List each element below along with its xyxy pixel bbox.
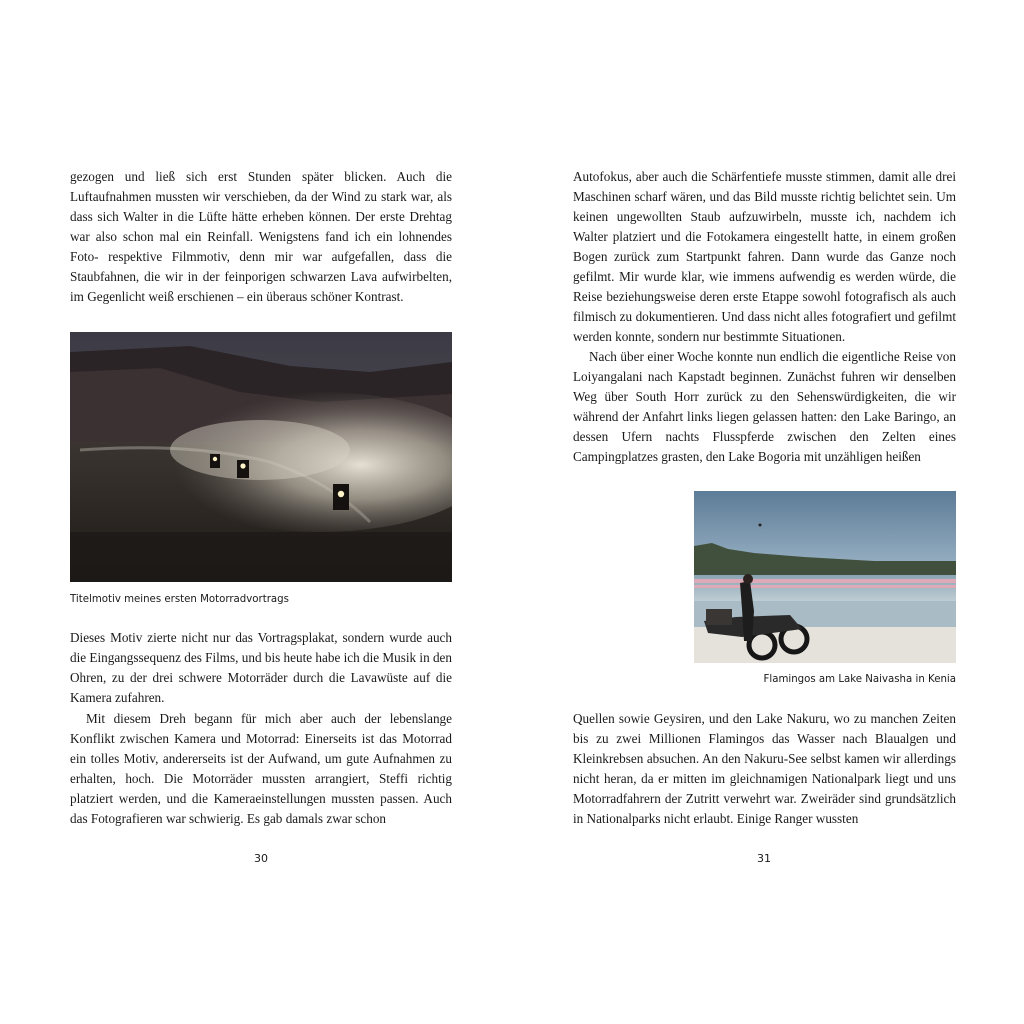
left-paragraph-bottom: Mit diesem Dreh begann für mich aber auch der lebenslange Konflikt zwischen Kamera und Motorrad: Einerseits ist das Motorrad ein tolles Motiv, andererseits ist der Aufwand, um gute Aufnahmen zu erhalten, hoch. Die Motorräder mussten arrangiert, Steffi richtig platziert werden, und die Kameraeinstellungen mussten passen. Auch das Fotografieren war schwierig. Es gab damals zwar schon — [70, 711, 452, 826]
right-paragraph-second: Nach über einer Woche konnte nun endlich die eigentliche Reise von Loiyangalani nach Kapstadt beginnen. Zunächst fuhren wir denselben Weg über South Horr zurück zu den Sehenswürdigkeiten, die wir während der Anfahrt links liegen gelassen hatten: den Lake Baringo, an dessen Ufern nachts Flusspferde zwischen den Zelten eines Campingplatzes grasten, den Lake Bogoria mit unzähligen heißen — [573, 349, 956, 464]
page-number-right: 31 — [757, 852, 771, 865]
motorcycles-lava-dust-photo — [70, 332, 452, 582]
left-photo-caption: Titelmotiv meines ersten Motorradvortrags — [70, 594, 289, 605]
right-paragraph-bottom: Quellen sowie Geysiren, und den Lake Nakuru, wo zu manchen Zeiten bis zu zwei Millionen Flamingos das Wasser nach Blaualgen und Kleinkrebsen absuchen. An den Nakuru-See selbst kamen wir allerdings nicht heran, da er mitten im gleichnamigen Nationalpark liegt und uns Motorradfahrern der Zutritt verwehrt war. Zweiräder sind grundsätzlich in Nationalparks nicht erlaubt. Einige Ranger wussten — [573, 711, 956, 826]
left-paragraph-middle: Dieses Motiv zierte nicht nur das Vortragsplakat, sondern wurde auch die Eingangssequenz des Films, und bis heute habe ich die Musik in den Ohren, zu der drei schwere Motorräder durch die Lavawüste auf die Kamera zufahren. — [70, 630, 453, 705]
page-number-left: 30 — [254, 852, 268, 865]
flamingo-lake-motorcycle-photo — [694, 491, 956, 663]
left-paragraph-top: gezogen und ließ sich erst Stunden später blicken. Auch die Luftaufnahmen mussten wir verschieben, da der Wind zu stark war, als dass sich Walter in die Lüfte hätte erheben können. Der erste Drehtag war also schon mal ein Reinfall. Wenigstens fand ich ein lohnendes Foto- respektive Filmmotiv, denn mir war aufgefallen, dass die Staubfahnen, die wir in der feinporigen schwarzen Lava aufwirbelten, im Gegenlicht weiß erschienen – ein überaus schöner Kontrast. — [70, 169, 452, 304]
right-photo-caption: Flamingos am Lake Naivasha in Kenia — [763, 674, 956, 685]
right-paragraph-top: Autofokus, aber auch die Schärfentiefe musste stimmen, damit alle drei Maschinen scharf wären, und das Bild musste richtig belichtet sein. Um keinen ungewollten Staub aufzuwirbeln, musste ich, nachdem ich Walter platziert und die Fotokamera eingestellt hatte, in einem großen Bogen zurück zum Startpunkt fahren. Dann wurde das Ganze noch gefilmt. Mir wurde klar, wie immens aufwendig es werden würde, die Reise beziehungsweise deren erste Etappe sowohl fotografisch als auch filmisch zu dokumentieren. Und dass nicht alles fotografiert und gefilmt werden konnte, sondern nur bestimmte Situationen. — [573, 169, 956, 344]
right-page — [512, 0, 1024, 1024]
